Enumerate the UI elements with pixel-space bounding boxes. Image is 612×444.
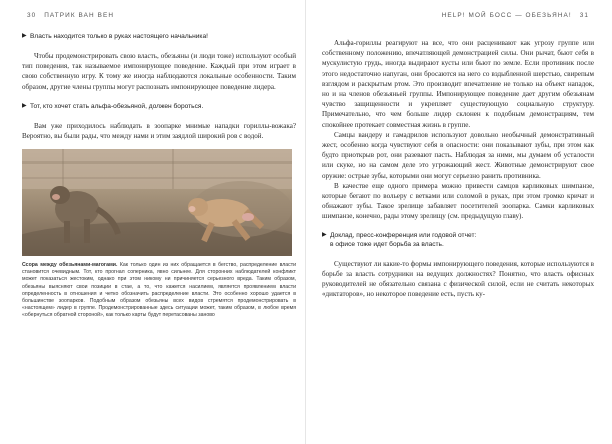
right-body-1 bbox=[322, 38, 594, 222]
left-page-number: 30 bbox=[27, 12, 37, 19]
left-running-head bbox=[22, 10, 296, 22]
monkeys-photo bbox=[22, 149, 292, 256]
right-callout-1 bbox=[322, 231, 594, 249]
right-paragraph-2: Самцы вандеру и гамадрилов используют довольно необычный демонстративный жест, особенно когда чувствуют себя в опасности: они показывают зубы, при этом как будто приоткрыв рот, они разевают пасть. Наблюдая за ними, мы думаем об усталости или скуке, но на самом деле это угрожающий жест. Животные демонстрируют свое оружие: острые зубы, которыми они могут серьезно ранить противника. bbox=[322, 130, 594, 180]
right-paragraph-4: Существуют ли какие-то формы импонирующего поведения, которые используются в борьбе за власть сотрудники на ведущих должностях? Понятно, что власть офисных руководителей не обязательно связана с физической силой, если не считать некоторых «диктаторов», но некоторое поведение есть, пусть ку- bbox=[322, 259, 594, 299]
right-page bbox=[306, 0, 612, 444]
right-page-number: 31 bbox=[579, 12, 589, 19]
left-callout-1 bbox=[22, 32, 296, 41]
right-body-2 bbox=[322, 259, 594, 300]
left-running-title: ПАТРИК ВАН ВЕН bbox=[44, 12, 115, 19]
left-paragraph-2: Вам уже приходилось наблюдать в зоопарке мнимые нападки гориллы-вожака? Вероятно, вы были рады, что между нами и этим заядлой широкий ров с водой. bbox=[22, 121, 296, 141]
triangle-bullet-icon: ▶ bbox=[322, 231, 327, 238]
right-running-title: HELP! МОЙ БОСС — ОБЕЗЬЯНА! bbox=[441, 12, 572, 19]
left-body-2 bbox=[22, 121, 296, 141]
left-callout-1-text: Власть находится только в руках настоящего начальника! bbox=[30, 33, 208, 40]
photo-caption bbox=[22, 262, 296, 319]
left-paragraph-1: Чтобы продемонстрировать свою власть, обезьяны (и люди тоже) используют особый тип поведения, так называемое импонирующее поведение. Каждый при этом играет в свою собственную игру. К тому же иногда наблюдаются локальные особенности. Таким образом, другие члены группы могут распознать импонирующее поведение лидера. bbox=[22, 52, 296, 91]
monkeys-photo-illustration bbox=[22, 149, 292, 256]
photo-caption-text: Как только один из них обращается в бегство, распределение власти становится очевидным. Тот, кто прогнал соперника, явно сильнее. Для сторонних наблюдателей конфликт может показаться жестоким, однако при этом никому ни причиняется серьезного вреда. Таким образом, обезьяны выясняют свои позиции в стае, а то, что кажется насилием, является проявлением власти определенность в отношения и четко обозначить распределение власти. Это особенно хорошо удается в большинстве зоопарков. Подобным образом обезьяны всех видов стремятся продемонстрировать в «настоящем» лидер в группе. Продемонстрированные здесь ситуации может, таким образом, в любое время «обернуться обратной стороной», как только карты будут перетасованы заново bbox=[22, 262, 297, 318]
right-paragraph-1: Альфа-гориллы реагируют на все, что они расценивают как угрозу группе или собственному положению, впечатляющей демонстрацией силы. Они рычат, бьют себя в мускулистую грудь, иногда выдирают кусты или бьют по земле. Если противник после этого недостаточно напуган, они бросаются на него со вздыбленной шерстью, свирепым взглядом и раскрытым ртом. Это производит впечатление не только на объект нападок, но и на членов обезьяньей группы. Импонирующее поведение дает другим обезьянам чувство защищенности и укрепляет существующую социальную структуру. Примечательно, что чем больше лидер склонен к подобным демонстрациям, тем спокойнее протекает совместная жизнь в группе. bbox=[322, 39, 594, 129]
left-callout-2-text: Тот, кто хочет стать альфа-обезьяной, должен бороться. bbox=[30, 102, 204, 110]
right-running-head bbox=[322, 10, 594, 22]
left-body-1 bbox=[22, 51, 296, 92]
right-callout-1-text: Доклад, пресс-конференция или годовой отчет: в офисе тоже идет борьба за власть. bbox=[330, 231, 477, 248]
triangle-bullet-icon: ▶ bbox=[22, 33, 27, 39]
triangle-bullet-icon: ▶ bbox=[22, 102, 27, 109]
photo-caption-title: Ссора между обезьянами-магогами. bbox=[22, 262, 118, 269]
right-paragraph-3: В качестве еще одного примера можно привести самцов карликовых шимпанзе, которые бегают по вольеру с ветками или соломой в руках, при этом громко кричат и обнажают зубы. Такое зрелище забавляет посетителей зоопарка. Самки карликовых шимпанзе, конечно, рады этому зрелищу (см. предыдущую главу). bbox=[322, 181, 594, 221]
left-callout-2 bbox=[22, 102, 296, 111]
